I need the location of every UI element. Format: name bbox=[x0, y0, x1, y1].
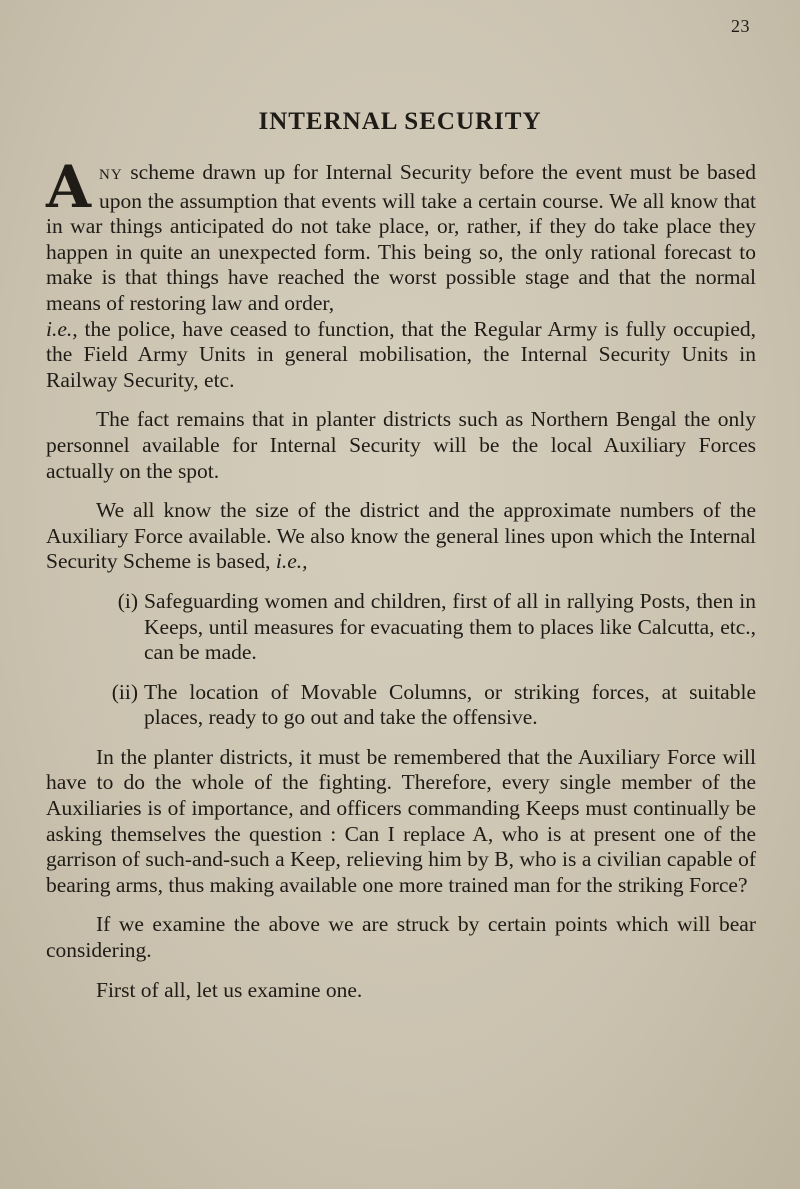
body-text bbox=[46, 153, 756, 1017]
section-title: INTERNAL SECURITY bbox=[258, 108, 542, 135]
ie-abbrev: i.e., bbox=[46, 316, 78, 341]
list-item-text: Safeguarding women and children, first of all in rallying Posts, then in Keeps, until measures for evacuating them to places like Calcutta, etc., can be made. bbox=[144, 588, 756, 665]
paragraph-1-text: scheme drawn up for Internal Security before the event must be based upon the assumption that events will take a certain course. We all know that in war things anticipated do not take place, or, rather, if they do take place they happen in quite an unexpected form. This being so, the only rational forecast to make is that things have reached the worst possible stage and that the normal means of restoring law and order, bbox=[46, 160, 756, 315]
paragraph-4: In the planter districts, it must be remembered that the Auxiliary Force will have to do the whole of the fighting. Therefore, every single member of the Auxiliaries is of importance, and officers commanding Keeps must continually be asking themselves the question : Can I replace A, who is at present one of the garrison of such-and-such a Keep, relieving him by B, who is a civilian capable of bearing arms, thus making available one more trained man for the striking Force? bbox=[46, 744, 756, 897]
list-item bbox=[46, 680, 756, 731]
drop-cap: A bbox=[46, 153, 92, 221]
list-marker: (i) bbox=[117, 588, 138, 613]
paragraph-6: First of all, let us examine one. bbox=[96, 977, 363, 1002]
paragraph-3-text: We all know the size of the district and the approximate numbers of the Auxiliary Force available. We also know the general lines upon which the Internal Security Scheme is based, bbox=[46, 498, 756, 574]
paragraph-1-end: the police, have ceased to function, that the Regular Army is fully occupied, the Field Army Units in general mobilisation, the Internal Security Units in Railway Security, etc. bbox=[46, 316, 756, 392]
page-number: 23 bbox=[731, 16, 750, 36]
paragraph-2: The fact remains that in planter districts such as Northern Bengal the only personnel available for Internal Security will be the local Auxiliary Forces actually on the spot. bbox=[46, 407, 756, 483]
ie-abbrev: i.e., bbox=[275, 549, 308, 574]
paragraph-1 bbox=[46, 153, 756, 393]
small-caps: NY bbox=[99, 167, 123, 183]
list-item bbox=[46, 589, 756, 666]
paragraph-5: If we examine the above we are struck by certain points which will bear considering. bbox=[46, 912, 756, 963]
list-marker: (ii) bbox=[111, 679, 138, 704]
list-item-text: The location of Movable Columns, or striking forces, at suitable places, ready to go out and take the offensive. bbox=[144, 679, 756, 730]
paragraph-3 bbox=[46, 498, 756, 575]
